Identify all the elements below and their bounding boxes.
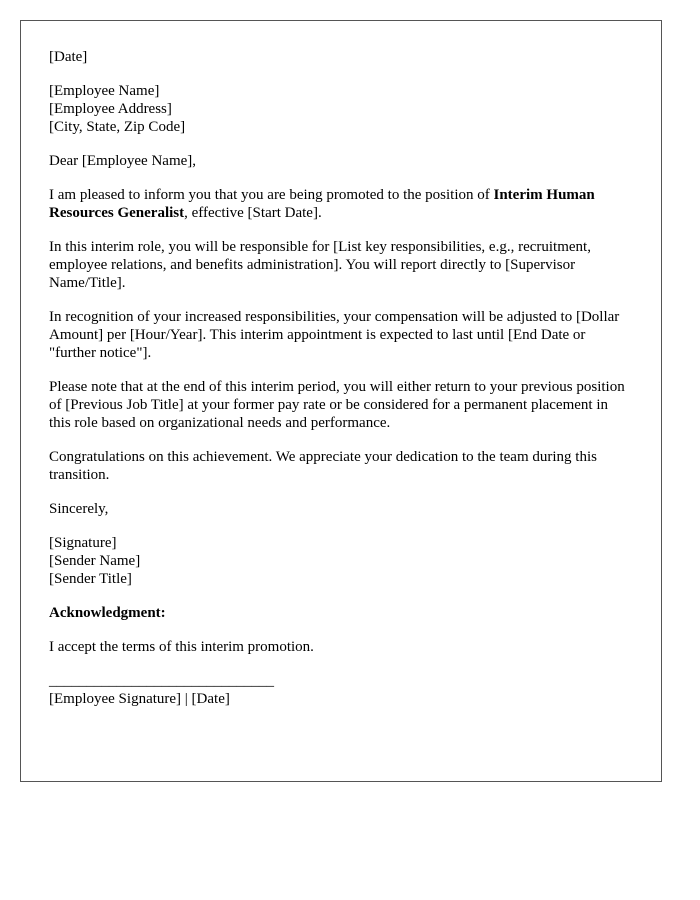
acknowledgment-heading-text: Acknowledgment: [49,605,166,621]
sender-name: [Sender Name] [49,553,141,569]
congratulations-paragraph: Congratulations on this achievement. We appreciate your dedication to the team during this transition. [49,449,597,483]
recipient-address: [Employee Address] [49,101,172,117]
position-title: Interim Human Resources Generalist [49,187,595,221]
acknowledgment-heading [49,604,632,622]
signature-line: ______________________________ [49,673,274,689]
sender-title: [Sender Title] [49,571,132,587]
effective-date-text: , effective [Start Date]. [184,205,322,221]
closing: Sincerely, [49,501,109,517]
recipient-block [49,82,632,136]
acknowledgment-text: I accept the terms of this interim promotion. [49,639,314,655]
recipient-name: [Employee Name] [49,83,160,99]
letter [20,20,662,782]
recipient-city: [City, State, Zip Code] [49,119,186,135]
letter-date: [Date] [49,49,88,65]
compensation-paragraph: In recognition of your increased responsibilities, your compensation will be adjusted to [Dollar Amount] per [Hour/Year]. This interim appointment is expected to last until [End Date or "further notice"]. [49,309,620,361]
salutation: Dear [Employee Name], [49,153,197,169]
promotion-paragraph [49,186,632,222]
end-of-period-paragraph: Please note that at the end of this interim period, you will either return to your previous position of [Previous Job Title] at your former pay rate or be considered for a permanent placement in this role based on organizational needs and performance. [49,379,625,431]
sender-signature: [Signature] [49,535,117,551]
promotion-text: I am pleased to inform you that you are being promoted to the position of [49,187,494,203]
employee-signature-block [49,672,632,708]
responsibilities-paragraph: In this interim role, you will be responsible for [List key responsibilities, e.g., recruitment, employee relations, and benefits administration]. You will report directly to [Supervisor Name/Title]. [49,239,591,291]
sender-block [49,534,632,588]
signature-label: [Employee Signature] | [Date] [49,691,230,707]
